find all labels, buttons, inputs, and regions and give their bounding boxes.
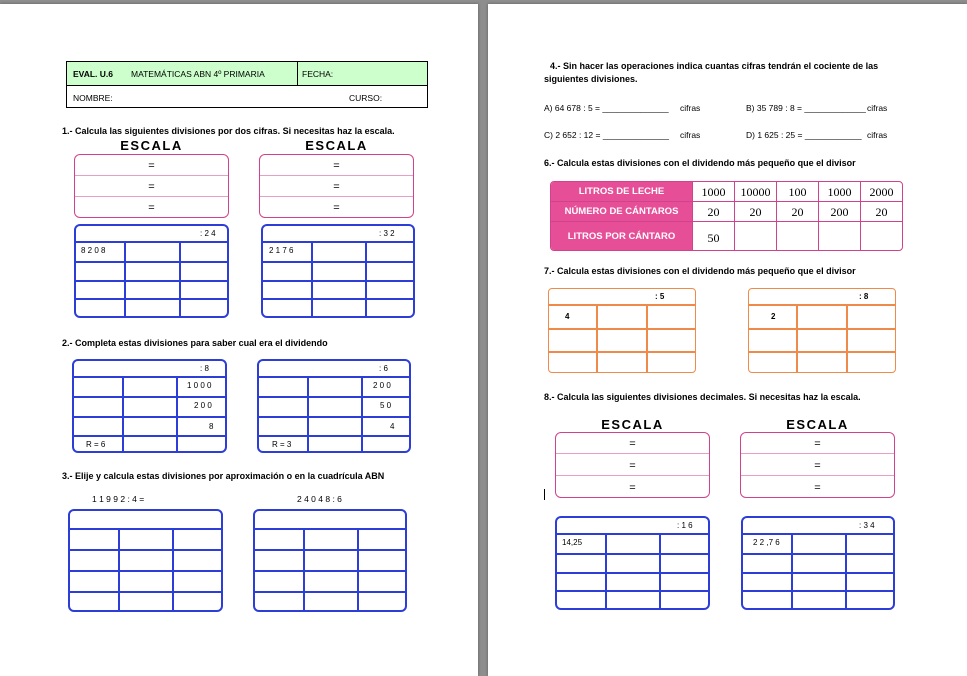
- q4-item-d-unit: cifras: [867, 130, 888, 140]
- abn-grid-orange: [748, 288, 896, 373]
- cantaros-value: 20: [749, 205, 762, 219]
- abn-grid: [253, 509, 407, 612]
- abn-grid: [68, 509, 223, 612]
- grid-line: [303, 528, 305, 610]
- grid-line: [549, 328, 695, 330]
- grid-line: [259, 396, 409, 398]
- grid-line: [307, 376, 309, 451]
- grid-line: [179, 241, 181, 316]
- abn-grid-orange: [548, 288, 696, 373]
- row-label-por-cantaro: LITROS POR CÁNTARO: [551, 222, 692, 251]
- dividend-value: 8 2 0 8: [81, 246, 106, 255]
- grid-line: [70, 549, 221, 551]
- grid-line: [743, 590, 893, 592]
- grid-line: [70, 528, 221, 530]
- litros-value: 1000: [827, 185, 852, 199]
- grid-line: [76, 241, 227, 243]
- grid-line: [659, 533, 661, 608]
- grid-line: [76, 261, 227, 263]
- equals-sign: =: [148, 202, 155, 214]
- grid-line: [557, 590, 708, 592]
- question-4-title-line-2: siguientes divisiones.: [544, 74, 638, 84]
- grid-line: [74, 396, 225, 398]
- escala-line: [260, 175, 413, 176]
- grid-line: [255, 528, 405, 530]
- cantaros-value: 20: [707, 205, 720, 219]
- q4-item-c: C) 2 652 : 12 = ______________: [544, 130, 670, 140]
- equals-sign: =: [333, 160, 340, 172]
- subject-label: MATEMÁTICAS ABN 4º PRIMARIA: [131, 69, 265, 79]
- dividend-value: 2: [771, 312, 776, 321]
- quotient-value: 8: [209, 422, 214, 431]
- escala-line: [75, 175, 228, 176]
- dividend-value: 2 2 ,7 6: [753, 538, 780, 547]
- dividend-value: 14,25: [562, 538, 583, 547]
- escala-title: ESCALA: [601, 417, 664, 432]
- abn-grid: [261, 224, 415, 318]
- quotient-value: 2 0 0: [373, 381, 391, 390]
- grid-line: [845, 533, 847, 608]
- equals-sign: =: [333, 181, 340, 193]
- escala-line: [556, 453, 709, 454]
- escala-line: [556, 475, 709, 476]
- grid-line: [74, 376, 225, 378]
- grid-line: [796, 304, 798, 372]
- eval-label: EVAL. U.6: [73, 69, 113, 79]
- divisor-label: : 8: [200, 364, 209, 373]
- milk-table: [550, 181, 903, 251]
- fecha-label: FECHA:: [302, 69, 334, 79]
- grid-line: [263, 298, 413, 300]
- grid-line: [263, 261, 413, 263]
- header-divider: [297, 62, 298, 86]
- escala-line: [260, 196, 413, 197]
- remainder-value: R = 3: [272, 440, 292, 449]
- question-7-title: 7.- Calcula estas divisiones con el dividendo más pequeño que el divisor: [544, 266, 856, 276]
- escala-line: [741, 475, 894, 476]
- quotient-value: 2 0 0: [194, 401, 212, 410]
- grid-line: [557, 533, 708, 535]
- equals-sign: =: [629, 482, 636, 494]
- equals-sign: =: [148, 160, 155, 172]
- grid-line: [549, 351, 695, 353]
- header-row-title: [67, 62, 427, 86]
- divisor-label: : 5: [655, 292, 665, 301]
- row-label-cantaros: NÚMERO DE CÁNTAROS: [551, 202, 692, 222]
- grid-line: [605, 533, 607, 608]
- curso-label: CURSO:: [349, 93, 383, 103]
- grid-line: [255, 549, 405, 551]
- grid-line: [596, 304, 598, 372]
- equals-sign: =: [629, 460, 636, 472]
- cantaros-value: 20: [875, 205, 888, 219]
- header-row-name: [67, 86, 427, 108]
- divisor-label: : 1 6: [677, 521, 693, 530]
- grid-line: [74, 416, 225, 418]
- grid-line: [172, 528, 174, 610]
- divisor-label: : 6: [379, 364, 388, 373]
- escala-line: [741, 453, 894, 454]
- grid-line: [557, 572, 708, 574]
- grid-line: [118, 528, 120, 610]
- escala-title: ESCALA: [305, 138, 368, 153]
- abn-grid: [555, 516, 710, 610]
- header-table: [66, 61, 428, 108]
- grid-line: [791, 533, 793, 608]
- escala-box: [259, 154, 414, 218]
- equals-sign: =: [629, 438, 636, 450]
- question-1-title: 1.- Calcula las siguientes divisiones por dos cifras. Si necesitas haz la escala.: [62, 126, 395, 136]
- abn-grid: [72, 359, 227, 453]
- q4-item-c-unit: cifras: [680, 130, 701, 140]
- dividend-value: 4: [565, 312, 570, 321]
- equals-sign: =: [814, 460, 821, 472]
- grid-line: [76, 298, 227, 300]
- escala-title: ESCALA: [786, 417, 849, 432]
- table-line: [551, 201, 902, 202]
- question-2-title: 2.- Completa estas divisiones para saber cual era el dividendo: [62, 338, 328, 348]
- grid-line: [176, 376, 178, 451]
- grid-line: [259, 376, 409, 378]
- litros-value: 100: [788, 185, 807, 199]
- escala-box: [74, 154, 229, 218]
- worksheet-page-2: [488, 4, 967, 676]
- q4-item-d: D) 1 625 : 25 = ____________: [746, 130, 862, 140]
- equals-sign: =: [814, 438, 821, 450]
- divisor-label: : 8: [859, 292, 869, 301]
- remainder-value: R = 6: [86, 440, 106, 449]
- dividend-value: 2 1 7 6: [269, 246, 294, 255]
- grid-line: [646, 304, 648, 372]
- table-line: [551, 221, 902, 222]
- grid-line: [263, 280, 413, 282]
- quotient-value: 1 0 0 0: [187, 381, 212, 390]
- divisor-label: : 2 4: [200, 229, 216, 238]
- grid-line: [259, 416, 409, 418]
- grid-line: [70, 570, 221, 572]
- grid-line: [255, 591, 405, 593]
- grid-line: [365, 241, 367, 316]
- grid-line: [361, 376, 363, 451]
- divisor-label: : 3 2: [379, 229, 395, 238]
- litros-value: 2000: [869, 185, 894, 199]
- grid-line: [255, 570, 405, 572]
- worksheet-page-1: [0, 4, 478, 676]
- grid-line: [549, 304, 695, 306]
- escala-box: [555, 432, 710, 498]
- escala-title: ESCALA: [120, 138, 183, 153]
- question-4-title-line-1: 4.- Sin hacer las operaciones indica cuantas cifras tendrán el cociente de las: [550, 61, 879, 71]
- equals-sign: =: [814, 482, 821, 494]
- nombre-label: NOMBRE:: [73, 93, 113, 103]
- grid-line: [743, 553, 893, 555]
- grid-line: [263, 241, 413, 243]
- grid-line: [749, 304, 895, 306]
- litros-value: 1000: [701, 185, 726, 199]
- grid-line: [557, 553, 708, 555]
- operation-text: 1 1 9 9 2 : 4 =: [92, 494, 145, 504]
- equals-sign: =: [148, 181, 155, 193]
- abn-grid: [741, 516, 895, 610]
- q4-item-b: B) 35 789 : 8 = _____________: [746, 103, 866, 113]
- equals-sign: =: [333, 202, 340, 214]
- grid-line: [749, 328, 895, 330]
- grid-line: [743, 572, 893, 574]
- grid-line: [259, 435, 409, 437]
- escala-line: [75, 196, 228, 197]
- grid-line: [74, 435, 225, 437]
- grid-line: [311, 241, 313, 316]
- question-3-title: 3.- Elije y calcula estas divisiones por aproximación o en la cuadrícula ABN: [62, 471, 385, 481]
- question-6-title: 6.- Calcula estas divisiones con el dividendo más pequeño que el divisor: [544, 158, 856, 168]
- row-label-litros: LITROS DE LECHE: [551, 182, 692, 202]
- question-8-title: 8.- Calcula las siguientes divisiones decimales. Si necesitas haz la escala.: [544, 392, 861, 402]
- grid-line: [70, 591, 221, 593]
- por-cantaro-value: 50: [707, 231, 720, 245]
- cantaros-value: 20: [791, 205, 804, 219]
- operation-text: 2 4 0 4 8 : 6: [297, 494, 342, 504]
- escala-box: [740, 432, 895, 498]
- cantaros-value: 200: [830, 205, 849, 219]
- q4-item-a: A) 64 678 : 5 = ______________: [544, 103, 669, 113]
- grid-line: [846, 304, 848, 372]
- grid-line: [122, 376, 124, 451]
- divisor-label: : 3 4: [859, 521, 875, 530]
- grid-line: [357, 528, 359, 610]
- quotient-value: 5 0: [380, 401, 392, 410]
- grid-line: [124, 241, 126, 316]
- q4-item-a-unit: cifras: [680, 103, 701, 113]
- quotient-value: 4: [390, 422, 395, 431]
- grid-line: [76, 280, 227, 282]
- abn-grid: [257, 359, 411, 453]
- grid-line: [743, 533, 893, 535]
- litros-value: 10000: [740, 185, 771, 199]
- text-cursor: [544, 489, 545, 500]
- grid-line: [749, 351, 895, 353]
- abn-grid: [74, 224, 229, 318]
- q4-item-b-unit: cifras: [867, 103, 888, 113]
